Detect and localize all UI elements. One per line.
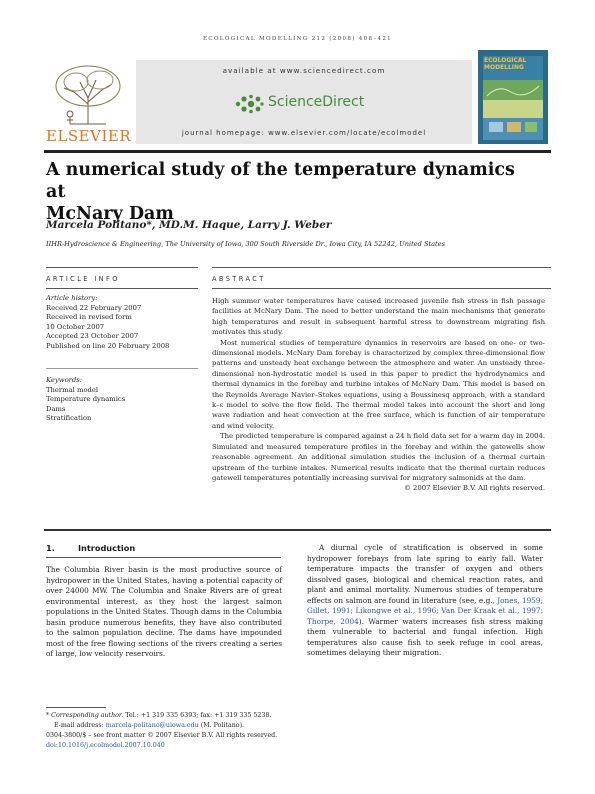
- section-title: Introduction: [78, 543, 136, 553]
- history-item: Accepted 23 October 2007: [46, 332, 139, 341]
- history-item: Published on line 20 February 2008: [46, 341, 170, 350]
- abstract-paragraph: The predicted temperature is compared against a 24 h field data set for a warm day in 2004. Simulated and measured temperature profiles in the forebay and within the gatewells show reasonable agreement. An additional simulation studies the inclusion of a thermal curtain upstream of the turbine intakes. Numerical results indicate that the thermal curtain reduces gatewell temperatures potentially increasing survival for migratory salmonids at the dam.: [212, 432, 545, 482]
- elsevier-wordmark: ELSEVIER: [46, 127, 132, 145]
- article-title: [46, 159, 526, 225]
- abstract-heading-rule: [212, 288, 551, 289]
- issn-line: 0304-3800/$ – see front matter © 2007 Elsevier B.V. All rights reserved.: [46, 732, 278, 739]
- keyword-item: Temperature dynamics: [46, 395, 126, 404]
- abstract-paragraph: Most numerical studies of temperature dynamics in reservoirs are based on one- or two-dimensional models. McNary Dam forebay is characterized by complex three-dimensional flow patterns and unsteady heat exchange between the atmosphere and water. An unsteady three-dimensional non-hydrostatic model is used in this paper to predict the hydrodynamics and thermal dynamics in the forebay and turbine intakes of McNary Dam. This model is based on the Reynolds Average Navier–Stokes equations, using a Boussinesq approach, with a standard k–ε model to solve the flow field. The thermal model takes into account the short and long wave radiation and heat convection at the free surface, which is function of air temperature and wind velocity.: [212, 338, 545, 430]
- email-name: (M. Politano).: [200, 722, 245, 729]
- sciencedirect-dots-icon: [234, 94, 264, 114]
- journal-citation: ECOLOGICAL MODELLING 212 (2008) 408–421: [202, 36, 393, 42]
- corr-contact: Tel.: +1 319 335 6393; fax: +1 319 335 5238.: [125, 712, 272, 719]
- history-item: Received 22 February 2007: [46, 303, 142, 312]
- history-item: Received in revised form: [46, 313, 132, 322]
- available-at-text[interactable]: available at www.sciencedirect.com: [222, 66, 386, 75]
- abstract-copyright: © 2007 Elsevier B.V. All rights reserved.: [403, 484, 545, 493]
- email-link[interactable]: marcela-politano@uiowa.edu: [105, 722, 199, 729]
- abstract-heading: ABSTRACT: [212, 275, 266, 283]
- abstract-paragraph: High summer water temperatures have caused increased juvenile fish stress in fish passage facilities at McNary Dam. The need to better understand the main mechanisms that generate high temperatures and result in subsequent harmful stress to downstream migrating fish motivates this study.: [212, 297, 545, 337]
- info-divider: [46, 368, 198, 369]
- section-rule: [46, 557, 281, 558]
- abstract-body: [212, 296, 545, 494]
- cover-title: ECOLOGICAL MODELLING: [484, 57, 527, 71]
- keyword-item: Dams: [46, 404, 66, 413]
- sciencedirect-wordmark: ScienceDirect: [268, 94, 365, 110]
- email-line: [46, 721, 306, 731]
- journal-homepage-text[interactable]: journal homepage: www.elsevier.com/locate/ecolmodel: [181, 129, 427, 137]
- keywords-label: Keywords:: [46, 376, 83, 384]
- info-heading-rule: [46, 288, 198, 289]
- corresponding-author: [46, 711, 306, 721]
- header-divider: [44, 150, 551, 153]
- title-line-2: McNary Dam: [46, 204, 174, 224]
- citation-links[interactable]: Jones, 1959; Gillet, 1991; Likongwe et al., 1996; Van Der Kraak et al., 1997; Thorpe, 2004: [307, 595, 544, 626]
- info-top-rule: [46, 267, 198, 268]
- author-affiliation: IIHR-Hydroscience & Engineering, The University of Iowa, 300 South Riverside Dr., Iowa City, IA 52242, United States: [46, 240, 445, 248]
- intro-paragraph: The Columbia River basin is the most productive source of hydropower in the United States, having a potential capacity of over 24000 MW. The Columbia and Snake Rivers are of great environmental interest, as they host the largest salmon populations in the United States. Though dams in the Columbia basin produce numerous benefits, they have also contributed to the salmon population decline. The dams have impounded most of the free flowing sections of the rivers creating a series of large, low velocity reservoirs.: [46, 565, 282, 659]
- intro-text: A diurnal cycle of stratification is observed in some hydropower forebays from late spring to early fall. Water temperature impacts the transfer of oxygen and others dissolved gases, biological and chemical reaction rates, and plant and animal mortality. Numerous studies of temperature effects on salmon are found in literature (see, e.g.,: [307, 543, 543, 605]
- history-label: Article history:: [46, 294, 98, 302]
- intro-text: ). Warmer waters increases fish stress making them vulnerable to bacterial and fungal infection. High temperatures also cause fish to seek refuge in cool areas, sometimes delaying their migration.: [307, 616, 543, 658]
- abstract-top-rule: [212, 267, 551, 268]
- history-item: 10 October 2007: [46, 322, 105, 331]
- title-line-1: A numerical study of the temperature dynamics at: [46, 160, 515, 202]
- body-divider: [44, 529, 551, 531]
- section-number: 1.: [46, 543, 55, 553]
- article-authors[interactable]: Marcela Politano*, MD.M. Haque, Larry J. Weber: [46, 219, 332, 231]
- article-history: [46, 294, 196, 352]
- footnote: [46, 711, 306, 751]
- intro-left-column: [46, 565, 282, 660]
- keyword-item: Stratification: [46, 414, 92, 423]
- email-label: E-mail address:: [54, 722, 104, 729]
- intro-right-column: [307, 543, 543, 659]
- article-info-heading: ARTICLE INFO: [46, 275, 120, 283]
- doi-link[interactable]: doi:10.1016/j.ecolmodel.2007.10.040: [46, 742, 165, 749]
- footnote-rule: [46, 707, 106, 708]
- keyword-item: Thermal model: [46, 385, 99, 394]
- corr-label: * Corresponding author.: [46, 712, 124, 719]
- elsevier-tree-logo-icon: [50, 62, 126, 126]
- keywords: [46, 376, 196, 424]
